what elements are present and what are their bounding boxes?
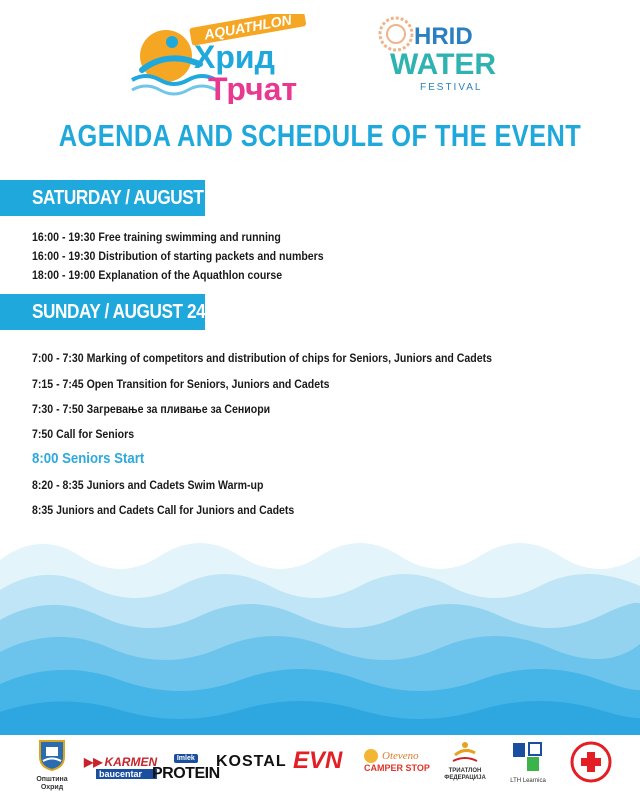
triathlon-line-1: ТРИАТЛОН bbox=[448, 768, 482, 774]
day-label: SUNDAY / AUGUST 24 bbox=[32, 301, 206, 323]
logo-line-1: Хрид bbox=[194, 39, 275, 75]
sponsor-imlek-protein bbox=[152, 747, 220, 783]
sponsor-triathlon-federation bbox=[440, 741, 490, 782]
wave-background bbox=[0, 520, 640, 735]
agenda-item: 7:15 - 7:45 Open Transition for Seniors, Juniors and Cadets bbox=[32, 377, 330, 391]
sponsor-karmen bbox=[84, 755, 157, 779]
ohrid-line-2: Охрид bbox=[40, 784, 64, 791]
aquathlon-word: AQUATHLON bbox=[202, 14, 293, 43]
day-header-sunday bbox=[0, 294, 205, 330]
lth-name: LTH Learnica bbox=[510, 778, 546, 784]
sponsors-strip bbox=[0, 735, 640, 800]
agenda-item: 18:00 - 19:00 Explanation of the Aquathlon course bbox=[32, 268, 283, 282]
karmen-arrows-icon: ▶▶ bbox=[84, 755, 103, 769]
agenda-item: 16:00 - 19:30 Free training swimming and running bbox=[32, 230, 281, 244]
coat-of-arms-icon bbox=[37, 739, 67, 771]
red-cross-ring-text: ЦРВЕН КРСТ ОХРИД · RED CROSS OHRID bbox=[570, 788, 591, 789]
sponsor-red-cross bbox=[570, 741, 612, 789]
sponsor-lth bbox=[506, 741, 550, 784]
triathlon-figure-icon bbox=[451, 741, 479, 763]
agenda-item: 7:30 - 7:50 Загревање за пливање за Сениори bbox=[32, 402, 271, 416]
festival-logo bbox=[376, 14, 496, 96]
agenda-item: 7:00 - 7:30 Marking of competitors and distribution of chips for Seniors, Juniors and Cadets bbox=[32, 351, 493, 365]
sponsor-evn: EVN bbox=[293, 747, 343, 774]
sponsor-camper-stop bbox=[364, 749, 430, 773]
festival-line-1: HRID bbox=[414, 23, 473, 50]
wave-layer-6 bbox=[0, 701, 640, 735]
red-cross-icon bbox=[570, 741, 612, 783]
day-header-saturday bbox=[0, 180, 227, 216]
camper-sun-icon bbox=[364, 749, 378, 763]
protein-name: PROTEIN bbox=[152, 765, 220, 782]
aquathlon-logo bbox=[128, 14, 308, 104]
agenda-item: 7:50 Call for Seniors bbox=[32, 427, 135, 441]
lth-mark-icon bbox=[511, 741, 545, 773]
imlek-badge: Imlek bbox=[174, 754, 198, 763]
sponsor-kostal: KOSTAL bbox=[216, 753, 287, 770]
sun-core-icon bbox=[387, 25, 405, 43]
day-label: SATURDAY / AUGUST 23 bbox=[32, 187, 227, 209]
sun-ring-icon bbox=[380, 18, 412, 50]
swimmer-head bbox=[166, 36, 178, 48]
agenda-item: 8:20 - 8:35 Juniors and Cadets Swim Warm-up bbox=[32, 478, 264, 492]
camper-script: Oteveno bbox=[382, 750, 419, 762]
karmen-sub: baucentar bbox=[96, 769, 157, 779]
agenda-item: 16:00 - 19:30 Distribution of starting packets and numbers bbox=[32, 249, 324, 263]
triathlon-line-2: ФЕДЕРАЦИЈА bbox=[444, 775, 486, 781]
wave-line-2 bbox=[132, 86, 216, 94]
camper-name: CAMPER STOP bbox=[364, 763, 430, 773]
sponsor-ohrid-municipality bbox=[32, 739, 72, 792]
ohrid-line-1: Општина bbox=[36, 776, 68, 783]
festival-line-2: WATER bbox=[390, 48, 496, 81]
karmen-name: KARMEN bbox=[104, 755, 158, 769]
agenda-item: 8:35 Juniors and Cadets Call for Juniors and Cadets bbox=[32, 503, 295, 517]
logo-line-2: Трчат bbox=[208, 71, 298, 104]
agenda-item-highlight: 8:00 Seniors Start bbox=[32, 450, 145, 467]
festival-line-3: FESTIVAL bbox=[420, 82, 483, 93]
page-title: AGENDA AND SCHEDULE OF THE EVENT bbox=[58, 118, 582, 153]
